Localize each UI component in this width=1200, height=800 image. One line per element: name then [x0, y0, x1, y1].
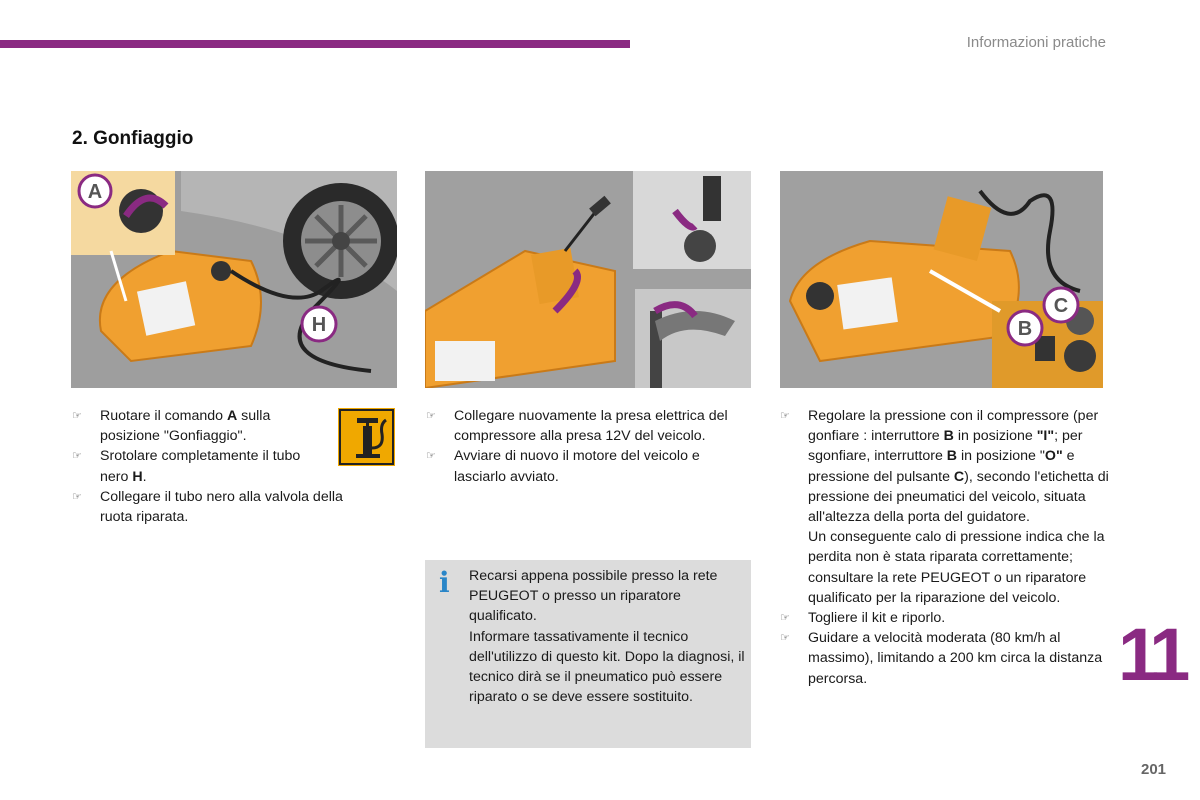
- hand-pointer-icon: ☞: [72, 450, 82, 463]
- figure-12v-socket-connection: [425, 171, 751, 388]
- hand-pointer-icon: ☞: [426, 450, 436, 463]
- label-H: H: [311, 314, 327, 336]
- hand-pointer-icon: ☞: [426, 410, 436, 422]
- hand-pointer-icon: ☞: [780, 612, 790, 625]
- label-B: B: [1017, 318, 1033, 340]
- hand-pointer-icon: ☞: [72, 410, 82, 422]
- paragraph: Un conseguente calo di pressione indica che la perdita non è stata riparata correttamente; consultare la rete PEUGEOT o un riparatore qualificato per la riparazione del veicolo.: [808, 529, 1105, 606]
- page-title: 2. Gonfiaggio: [72, 128, 194, 149]
- chapter-number: 11: [1118, 613, 1185, 696]
- instructions-column-3: [780, 406, 1110, 689]
- info-icon: i: [439, 566, 450, 599]
- list-item: ☞ Avviare di nuovo il motore del veicolo e lasciarlo avviato.: [426, 448, 700, 485]
- tyre-pump-icon: [338, 408, 395, 466]
- list-item: ☞ Guidare a velocità moderata (80 km/h al massimo), limitando a 200 km circa la distanza percorsa.: [780, 630, 1103, 687]
- section-label: Informazioni pratiche: [966, 34, 1106, 51]
- list-item: ☞ Ruotare il comando A sulla posizione "Gonfiaggio".: [72, 408, 271, 445]
- list-item: ☞ Togliere il kit e riporlo.: [780, 608, 1110, 628]
- hand-pointer-icon: ☞: [72, 490, 82, 503]
- header-accent-bar: [0, 40, 630, 48]
- figure-pressure-switches: [780, 171, 1103, 388]
- list-item: ☞ Regolare la pressione con il compressore (per gonfiare : interruttore B in posizione "I"; per sgonfiare, interruttore B in posizione "O" e pressione del pulsante C), secondo l'etichetta di pressione dei pneumatici del veicolo, situata all'altezza della porta del guidatore.: [780, 408, 1109, 526]
- info-note-text: Recarsi appena possibile presso la rete PEUGEOT o presso un riparatore qualificato. Informare tassativamente il tecnico dell'utilizzo di questo kit. Dopo la diagnosi, il tecnico dirà se il pneumatico può essere riparato o se deve essere sostituito.: [469, 568, 745, 706]
- page-number: 201: [1141, 761, 1167, 778]
- hand-pointer-icon: ☞: [780, 410, 790, 422]
- hand-pointer-icon: ☞: [780, 632, 790, 645]
- list-item: ☞ Collegare nuovamente la presa elettrica del compressore alla presa 12V del veicolo.: [426, 408, 728, 445]
- info-note-box: [425, 560, 751, 748]
- instructions-column-2: [426, 406, 736, 487]
- figure-inflation-dial-and-hose: [71, 171, 397, 388]
- instructions-column-1: [72, 406, 372, 527]
- label-C: C: [1053, 295, 1069, 317]
- list-item: ☞ Srotolare completamente il tubo nero H.: [72, 448, 301, 485]
- label-A: A: [87, 181, 103, 203]
- list-item: ☞ Collegare il tubo nero alla valvola della ruota riparata.: [72, 488, 343, 526]
